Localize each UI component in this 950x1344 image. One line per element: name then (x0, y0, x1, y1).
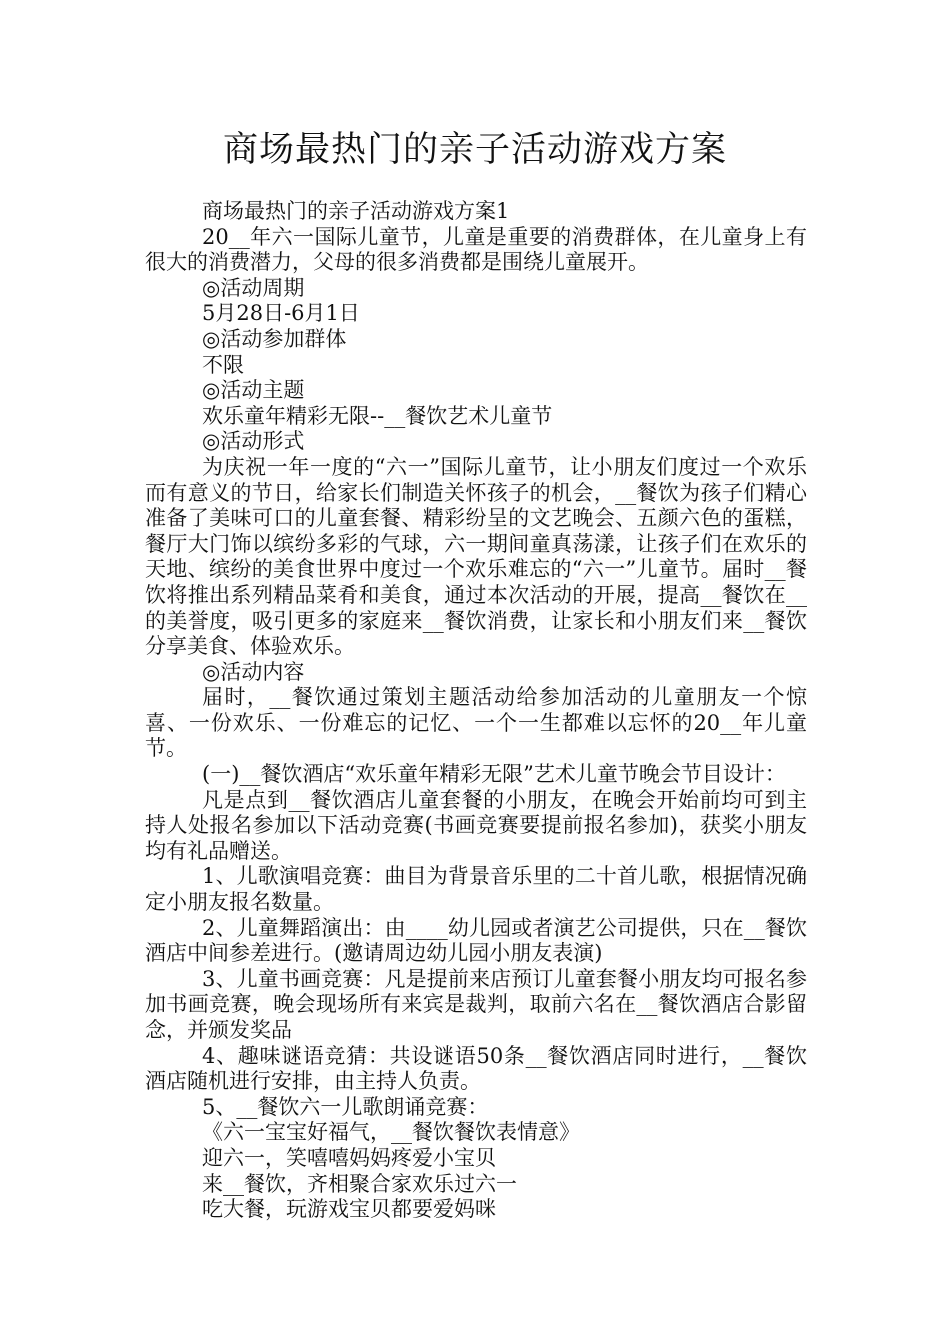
intro-paragraph: 20__年六一国际儿童节，儿童是重要的消费群体，在儿童身上有很大的消费潜力，父母的很多消费都是围绕儿童展开。 (145, 224, 807, 275)
activity-period-value: 5月28日-6月1日 (202, 301, 360, 326)
content-paragraph: 届时，__餐饮通过策划主题活动给参加活动的儿童朋友一个惊喜、一份欢乐、一份难忘的记忆、一个一生都难以忘怀的20__年儿童节。 (145, 685, 807, 761)
target-group-heading: ◎活动参加群体 (202, 326, 347, 351)
section-heading: 商场最热门的亲子活动游戏方案1 (202, 199, 510, 223)
activity-period-heading: ◎活动周期 (202, 275, 305, 300)
poem-line-1: 迎六一，笑嘻嘻妈妈疼爱小宝贝 (202, 1145, 496, 1170)
format-paragraph: 为庆祝一年一度的“六一”国际儿童节，让小朋友们度过一个欢乐而有意义的节日，给家长们制造关怀孩子的机会，__餐饮为孩子们精心准备了美味可口的儿童套餐、精彩纷呈的文艺晚会、五颜六色的蛋糕，餐厅大门饰以缤纷多彩的气球，六一期间童真荡漾，让孩子们在欢乐的天地、缤纷的美食世界中度过一个欢乐难忘的“六一”儿童节。届时__餐饮将推出系列精品菜肴和美食，通过本次活动的开展，提高__餐饮在__的美誉度，吸引更多的家庭来__餐饮消费，让家长和小朋友们来__餐饮分享美食、体验欢乐。 (145, 454, 807, 659)
program-item-5: 5、__餐饮六一儿歌朗诵竞赛： (202, 1094, 489, 1119)
target-group-value: 不限 (202, 352, 244, 377)
poem-line-3: 吃大餐，玩游戏宝贝都要爱妈咪 (202, 1197, 496, 1222)
program-item-2: 2、儿童舞蹈演出：由____幼儿园或者演艺公司提供，只在__餐饮酒店中间参差进行。(邀请周边幼儿园小朋友表演) (145, 915, 807, 966)
program-item-1: 1、儿歌演唱竞赛：曲目为背景音乐里的二十首儿歌，根据情况确定小朋友报名数量。 (145, 864, 807, 915)
content-heading: ◎活动内容 (202, 659, 305, 684)
format-heading: ◎活动形式 (202, 429, 305, 454)
program-signup-paragraph: 凡是点到__餐饮酒店儿童套餐的小朋友，在晚会开始前均可到主持人处报名参加以下活动竞赛(书画竞赛要提前报名参加)，获奖小朋友均有礼品赠送。 (145, 787, 807, 863)
poem-line-2: 来__餐饮，齐相聚合家欢乐过六一 (202, 1171, 517, 1196)
program-design-heading: (一)__餐饮酒店“欢乐童年精彩无限”艺术儿童节晚会节目设计： (202, 762, 786, 787)
theme-value: 欢乐童年精彩无限--__餐饮艺术儿童节 (202, 403, 553, 428)
theme-heading: ◎活动主题 (202, 378, 305, 403)
program-item-3: 3、儿童书画竞赛：凡是提前来店预订儿童套餐小朋友均可报名参加书画竞赛，晚会现场所有来宾是裁判，取前六名在__餐饮酒店合影留念，并颁发奖品 (145, 966, 807, 1042)
poem-title: 《六一宝宝好福气，__餐饮餐饮表情意》 (202, 1120, 580, 1145)
document-body (145, 199, 807, 1223)
document-title: 商场最热门的亲子活动游戏方案 (222, 130, 727, 170)
program-item-4: 4、趣味谜语竞猜：共设谜语50条__餐饮酒店同时进行，__餐饮酒店随机进行安排，由主持人负责。 (145, 1043, 807, 1094)
